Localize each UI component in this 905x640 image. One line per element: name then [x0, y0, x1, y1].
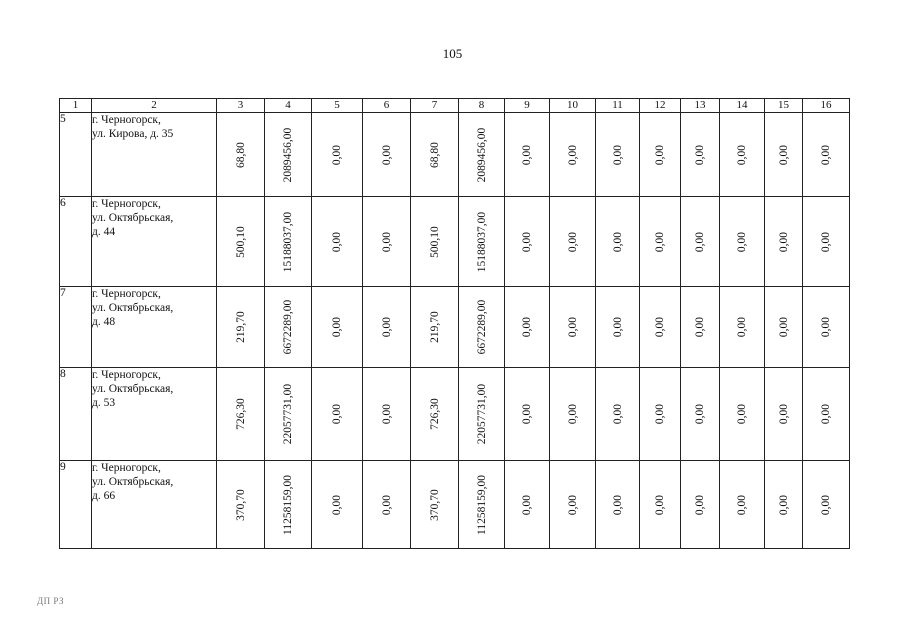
column-header: 5 — [312, 99, 363, 113]
value-text: 22057731,00 — [475, 383, 488, 445]
value-text: 0,00 — [736, 144, 748, 165]
value-cell — [681, 287, 720, 368]
value-text: 0,00 — [331, 231, 343, 252]
value-text: 0,00 — [820, 494, 832, 515]
address-line: д. 66 — [92, 490, 116, 502]
value-text: 68,80 — [428, 141, 441, 168]
value-cell — [596, 287, 640, 368]
address-line: д. 44 — [92, 226, 116, 238]
value-text: 726,30 — [234, 398, 247, 430]
value-text: 0,00 — [736, 403, 748, 425]
value-text: 0,00 — [521, 494, 533, 515]
value-cell — [411, 113, 459, 197]
table-row — [60, 461, 850, 549]
value-cell — [765, 113, 803, 197]
value-text: 2089456,00 — [282, 127, 294, 182]
value-text: 0,00 — [566, 403, 579, 425]
address-line: д. 53 — [92, 397, 116, 409]
value-cell — [265, 368, 312, 461]
value-text: 0,00 — [521, 403, 533, 425]
address-line: ул. Октябрьская, — [92, 212, 174, 224]
column-header: 1 — [60, 99, 92, 113]
value-text: 0,00 — [611, 144, 624, 165]
value-cell — [363, 368, 411, 461]
value-cell — [720, 287, 765, 368]
row-number: 9 — [60, 461, 92, 549]
value-cell — [640, 368, 681, 461]
value-cell — [363, 461, 411, 549]
value-cell — [803, 368, 850, 461]
value-text: 0,00 — [820, 403, 832, 425]
header-row — [60, 99, 850, 113]
address-cell — [92, 461, 217, 549]
value-text: 0,00 — [654, 144, 666, 165]
value-text: 11258159,00 — [282, 474, 294, 535]
value-text: 370,70 — [428, 488, 441, 521]
value-cell — [312, 287, 363, 368]
value-cell — [550, 113, 596, 197]
value-cell — [803, 461, 850, 549]
column-header: 8 — [459, 99, 505, 113]
value-text: 0,00 — [777, 144, 790, 165]
value-cell — [217, 461, 265, 549]
table-row — [60, 287, 850, 368]
value-cell — [505, 368, 550, 461]
address-line: д. 48 — [92, 316, 116, 328]
value-cell — [720, 113, 765, 197]
value-cell — [363, 113, 411, 197]
value-cell — [265, 197, 312, 287]
value-cell — [459, 113, 505, 197]
value-cell — [681, 113, 720, 197]
value-cell — [550, 197, 596, 287]
value-text: 0,00 — [777, 403, 790, 425]
value-cell — [765, 287, 803, 368]
value-text: 15188037,00 — [475, 211, 488, 272]
value-text: 0,00 — [331, 144, 343, 165]
value-text: 0,00 — [521, 144, 533, 165]
value-cell — [411, 461, 459, 549]
column-header: 3 — [217, 99, 265, 113]
value-cell — [459, 368, 505, 461]
value-cell — [596, 113, 640, 197]
value-cell — [459, 287, 505, 368]
value-cell — [640, 461, 681, 549]
footer-mark: ДП РЗ — [37, 596, 65, 606]
value-cell — [459, 197, 505, 287]
value-cell — [765, 197, 803, 287]
value-text: 0,00 — [380, 494, 393, 515]
value-cell — [681, 197, 720, 287]
value-cell — [596, 197, 640, 287]
value-text: 0,00 — [331, 316, 343, 338]
address-cell — [92, 368, 217, 461]
value-text: 0,00 — [566, 494, 579, 515]
value-text: 0,00 — [380, 316, 393, 338]
value-text: 6672289,00 — [282, 299, 294, 355]
address-line: ул. Октябрьская, — [92, 383, 174, 395]
value-cell — [505, 461, 550, 549]
value-text: 0,00 — [654, 403, 666, 425]
value-cell — [803, 197, 850, 287]
value-cell — [411, 368, 459, 461]
column-header: 12 — [640, 99, 681, 113]
value-text: 0,00 — [521, 316, 533, 338]
address-line: г. Черногорск, — [92, 198, 161, 210]
address-line: ул. Кирова, д. 35 — [92, 128, 174, 140]
value-text: 0,00 — [380, 403, 393, 425]
column-header: 13 — [681, 99, 720, 113]
value-cell — [803, 113, 850, 197]
value-cell — [312, 461, 363, 549]
row-number: 8 — [60, 368, 92, 461]
value-text: 0,00 — [777, 316, 790, 338]
value-text: 0,00 — [777, 231, 790, 252]
value-text: 500,10 — [428, 225, 441, 258]
value-text: 0,00 — [611, 231, 624, 252]
value-cell — [596, 461, 640, 549]
value-cell — [550, 287, 596, 368]
column-header: 2 — [92, 99, 217, 113]
value-text: 0,00 — [777, 494, 790, 515]
value-cell — [312, 197, 363, 287]
value-text: 11258159,00 — [475, 474, 488, 535]
table-row — [60, 113, 850, 197]
value-cell — [217, 113, 265, 197]
value-cell — [803, 287, 850, 368]
table-row — [60, 197, 850, 287]
address-line: г. Черногорск, — [92, 369, 161, 381]
value-text: 0,00 — [736, 231, 748, 252]
value-text: 0,00 — [694, 403, 706, 425]
value-text: 2089456,00 — [475, 127, 488, 182]
column-header: 7 — [411, 99, 459, 113]
table-row — [60, 368, 850, 461]
value-cell — [640, 197, 681, 287]
value-cell — [265, 461, 312, 549]
value-cell — [505, 287, 550, 368]
address-cell — [92, 197, 217, 287]
value-text: 0,00 — [611, 494, 624, 515]
address-line: ул. Октябрьская, — [92, 302, 174, 314]
row-number: 7 — [60, 287, 92, 368]
value-cell — [411, 287, 459, 368]
value-cell — [411, 197, 459, 287]
value-text: 0,00 — [694, 144, 706, 165]
value-text: 370,70 — [234, 488, 247, 521]
address-cell — [92, 113, 217, 197]
value-cell — [640, 287, 681, 368]
value-cell — [265, 287, 312, 368]
value-text: 0,00 — [654, 231, 666, 252]
value-cell — [720, 368, 765, 461]
value-text: 0,00 — [694, 231, 706, 252]
table-body — [60, 113, 850, 549]
value-cell — [217, 368, 265, 461]
value-cell — [459, 461, 505, 549]
address-cell — [92, 287, 217, 368]
address-line: г. Черногорск, — [92, 288, 161, 300]
value-cell — [217, 197, 265, 287]
value-text: 68,80 — [234, 141, 247, 168]
value-text: 0,00 — [380, 144, 393, 165]
column-header: 9 — [505, 99, 550, 113]
value-text: 0,00 — [331, 494, 343, 515]
row-number: 6 — [60, 197, 92, 287]
column-header: 14 — [720, 99, 765, 113]
value-cell — [596, 368, 640, 461]
value-cell — [720, 197, 765, 287]
value-cell — [550, 461, 596, 549]
page-number: 105 — [442, 46, 463, 61]
value-text: 219,70 — [234, 311, 247, 343]
column-header: 16 — [803, 99, 850, 113]
column-header: 15 — [765, 99, 803, 113]
value-cell — [640, 113, 681, 197]
value-text: 0,00 — [611, 316, 624, 338]
address-line: г. Черногорск, — [92, 114, 161, 126]
value-text: 0,00 — [736, 316, 748, 338]
value-text: 0,00 — [820, 231, 832, 252]
value-cell — [720, 461, 765, 549]
value-cell — [550, 368, 596, 461]
value-cell — [312, 113, 363, 197]
value-text: 0,00 — [566, 231, 579, 252]
value-cell — [505, 197, 550, 287]
value-cell — [681, 368, 720, 461]
value-cell — [681, 461, 720, 549]
value-text: 0,00 — [736, 494, 748, 515]
address-line: ул. Октябрьская, — [92, 476, 174, 488]
value-text: 0,00 — [611, 403, 624, 425]
value-cell — [265, 113, 312, 197]
value-cell — [312, 368, 363, 461]
column-header: 10 — [550, 99, 596, 113]
value-text: 0,00 — [694, 316, 706, 338]
column-header: 6 — [363, 99, 411, 113]
value-text: 0,00 — [521, 231, 533, 252]
value-text: 0,00 — [654, 494, 666, 515]
value-text: 0,00 — [331, 403, 343, 425]
value-text: 22057731,00 — [282, 383, 294, 445]
column-header: 4 — [265, 99, 312, 113]
value-cell — [765, 461, 803, 549]
value-text: 15188037,00 — [282, 211, 294, 272]
value-cell — [363, 197, 411, 287]
row-number: 5 — [60, 113, 92, 197]
value-text: 0,00 — [820, 144, 832, 165]
value-text: 0,00 — [380, 231, 393, 252]
value-text: 0,00 — [654, 316, 666, 338]
value-text: 6672289,00 — [475, 299, 488, 355]
value-cell — [505, 113, 550, 197]
value-text: 0,00 — [694, 494, 706, 515]
value-text: 0,00 — [820, 316, 832, 338]
value-text: 0,00 — [566, 316, 579, 338]
value-cell — [765, 368, 803, 461]
value-text: 500,10 — [234, 225, 247, 258]
data-table — [59, 98, 850, 549]
value-text: 219,70 — [428, 311, 441, 343]
value-cell — [217, 287, 265, 368]
column-header: 11 — [596, 99, 640, 113]
address-line: г. Черногорск, — [92, 462, 161, 474]
value-text: 0,00 — [566, 144, 579, 165]
value-text: 726,30 — [428, 398, 441, 430]
value-cell — [363, 287, 411, 368]
